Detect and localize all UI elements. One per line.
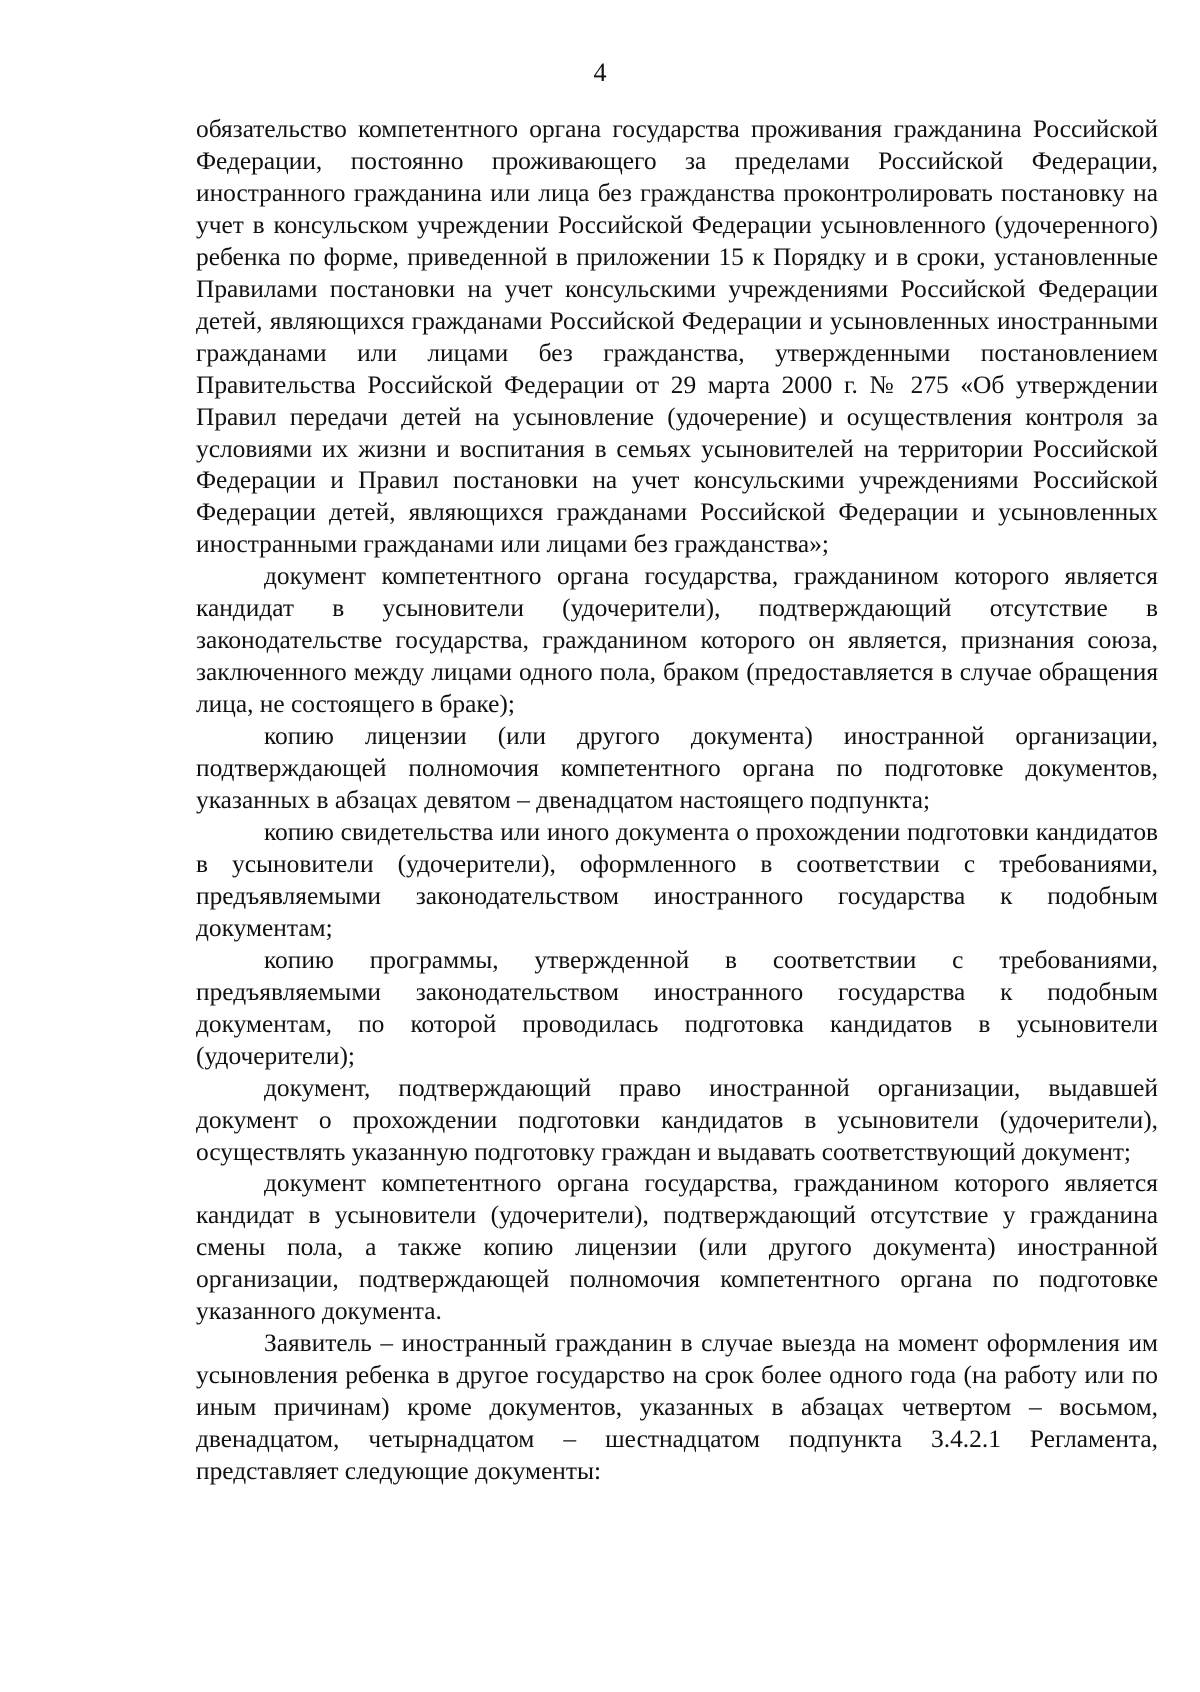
paragraph: копию программы, утвержденной в соответствии с требованиями, предъявляемыми законодательством иностранного государства к подобным документам, по которой проводилась подготовка кандидатов в усыновители (удочерители); <box>196 945 1158 1070</box>
paragraph: копию свидетельства или иного документа о прохождении подготовки кандидатов в усыновители (удочерители), оформленного в соответствии с требованиями, предъявляемыми законодательством иностранного государства к подобным документам; <box>196 817 1158 942</box>
body-text <box>196 114 1158 1488</box>
paragraph: документ, подтверждающий право иностранной организации, выдавшей документ о прохождении подготовки кандидатов в усыновители (удочерители), осуществлять указанную подготовку граждан и выдавать соответствующий документ; <box>196 1073 1158 1166</box>
page-number: 4 <box>593 58 607 87</box>
paragraph: документ компетентного органа государства, гражданином которого является кандидат в усыновители (удочерители), подтверждающий отсутствие у гражданина смены пола, а также копию лицензии (или другого документа) иностранной организации, подтверждающей полномочия компетентного органа по подготовке указанного документа. <box>196 1169 1158 1326</box>
paragraph: документ компетентного органа государства, гражданином которого является кандидат в усыновители (удочерители), подтверждающий отсутствие в законодательстве государства, гражданином которого он является, признания союза, заключенного между лицами одного пола, браком (предоставляется в случае обращения лица, не состоящего в браке); <box>196 562 1158 719</box>
paragraph: обязательство компетентного органа государства проживания гражданина Российской Федерации, постоянно проживающего за пределами Российской Федерации, иностранного гражданина или лица без гражданства проконтролировать постановку на учет в консульском учреждении Российской Федерации усыновленного (удочеренного) ребенка по форме, приведенной в приложении 15 к Порядку и в сроки, установленные Правилами постановки на учет консульскими учреждениями Российской Федерации детей, являющихся гражданами Российской Федерации и усыновленных иностранными гражданами или лицами без гражданства, утвержденными постановлением Правительства Российской Федерации от 29 марта 2000 г. № 275 «Об утверждении Правил передачи детей на усыновление (удочерение) и осуществления контроля за условиями их жизни и воспитания в семьях усыновителей на территории Российской Федерации и Правил постановки на учет консульскими учреждениями Российской Федерации детей, являющихся гражданами Российской Федерации и усыновленных иностранными гражданами или лицами без гражданства»; <box>196 115 1158 559</box>
paragraph: Заявитель – иностранный гражданин в случае выезда на момент оформления им усыновления ребенка в другое государство на срок более одного года (на работу или по иным причинам) кроме документов, указанных в абзацах четвертом – восьмом, двенадцатом, четырнадцатом – шестнадцатом подпункта 3.4.2.1 Регламента, представляет следующие документы: <box>196 1329 1158 1486</box>
paragraph: копию лицензии (или другого документа) иностранной организации, подтверждающей полномочия компетентного органа по подготовке документов, указанных в абзацах девятом – двенадцатом настоящего подпункта; <box>196 722 1158 815</box>
